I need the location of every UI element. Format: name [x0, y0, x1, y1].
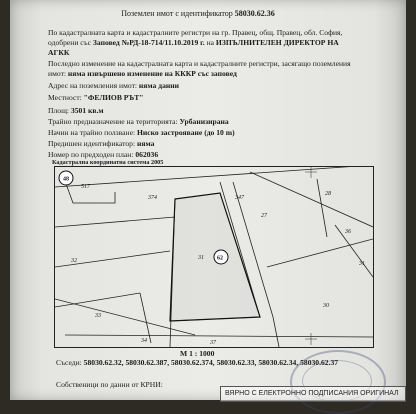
title-text: Поземлен имот с идентификатор — [121, 9, 233, 18]
label-517: 517 — [81, 184, 90, 190]
label-31-inner: 31 — [198, 255, 204, 261]
label-33: 33 — [95, 313, 101, 319]
label-37: 37 — [210, 340, 216, 346]
locality-value: "ФЕЛИОВ РЪТ" — [83, 93, 144, 102]
locality-line: Местност: "ФЕЛИОВ РЪТ" — [48, 93, 144, 102]
address-line: Адрес на поземления имот: няма данни — [48, 81, 179, 90]
document-title — [0, 9, 396, 18]
previous-id-value: няма — [136, 139, 155, 148]
previous-id-line: Предишен идентификатор: няма — [48, 139, 155, 148]
order-number: Заповед №РД-18-714/11.10.2019 г. — [92, 38, 205, 47]
agency-line: АГКК — [48, 48, 70, 57]
label-28: 28 — [325, 191, 331, 197]
usage-line: Начин на трайно ползване: Ниско застрояване (до 10 m) — [48, 128, 235, 137]
label-62: 62 — [217, 255, 223, 262]
neighbors-list: 58030.62.32, 58030.62.387, 58030.62.374, 58030.62.33, 58030.62.34, 58030.62.37 — [83, 358, 339, 367]
label-27: 27 — [261, 213, 267, 219]
change-status-line: имот: няма извършено изменение на КККР със заповед — [48, 69, 237, 78]
previous-plan-line: Номер по предходен план: 062036 — [48, 150, 159, 159]
address-value: няма данни — [138, 81, 179, 90]
label-30: 30 — [323, 303, 329, 309]
property-id: 58030.62.36 — [234, 9, 275, 18]
label-374: 374 — [148, 195, 157, 201]
last-change-line: Последно изменение на кадастралната карта и кадастралните регистри, засягащо поземления — [48, 59, 351, 68]
authority: ИЗПЪЛНИТЕЛЕН ДИРЕКТОР НА — [215, 38, 339, 47]
previous-plan-value: 062036 — [135, 150, 159, 159]
owners-line: Собственици по данни от КРНИ: — [56, 380, 163, 389]
area-value: 3501 кв.м — [70, 106, 104, 115]
map-scale: М 1 : 1000 — [180, 349, 215, 358]
area-line: Площ: 3501 кв.м — [48, 106, 104, 115]
neighbors-line: Съседи: 58030.62.32, 58030.62.387, 58030.62.374, 58030.62.33, 58030.62.34, 58030.62.37 — [56, 358, 339, 367]
purpose-value: Урбанизирана — [179, 117, 229, 126]
usage-value: Ниско застрояване (до 10 m) — [137, 128, 235, 137]
purpose-line: Трайно предназначение на територията: Урбанизирана — [48, 117, 229, 126]
registry-line: По кадастралната карта и кадастралните регистри на гр. Правец, общ. Правец, обл. София, — [48, 28, 343, 37]
cadastral-map — [54, 166, 374, 348]
label-34: 34 — [141, 338, 147, 344]
coordinate-system: Кадастрална координатна система 2005 — [52, 159, 164, 166]
certification-label: ВЯРНО С ЕЛЕКТРОННО ПОДПИСАНИЯ ОРИГИНАЛ — [220, 386, 406, 402]
label-48: 48 — [63, 176, 69, 183]
change-status: няма извършено изменение на КККР със заповед — [67, 69, 237, 78]
label-36: 36 — [345, 229, 351, 235]
order-line: одобрени със Заповед №РД-18-714/11.10.2019 г. на ИЗПЪЛНИТЕЛЕН ДИРЕКТОР НА — [48, 38, 339, 47]
label-32: 32 — [71, 258, 77, 264]
label-347: 347 — [235, 195, 244, 201]
label-31: 31 — [359, 261, 365, 267]
parcel-drawing — [55, 167, 373, 347]
